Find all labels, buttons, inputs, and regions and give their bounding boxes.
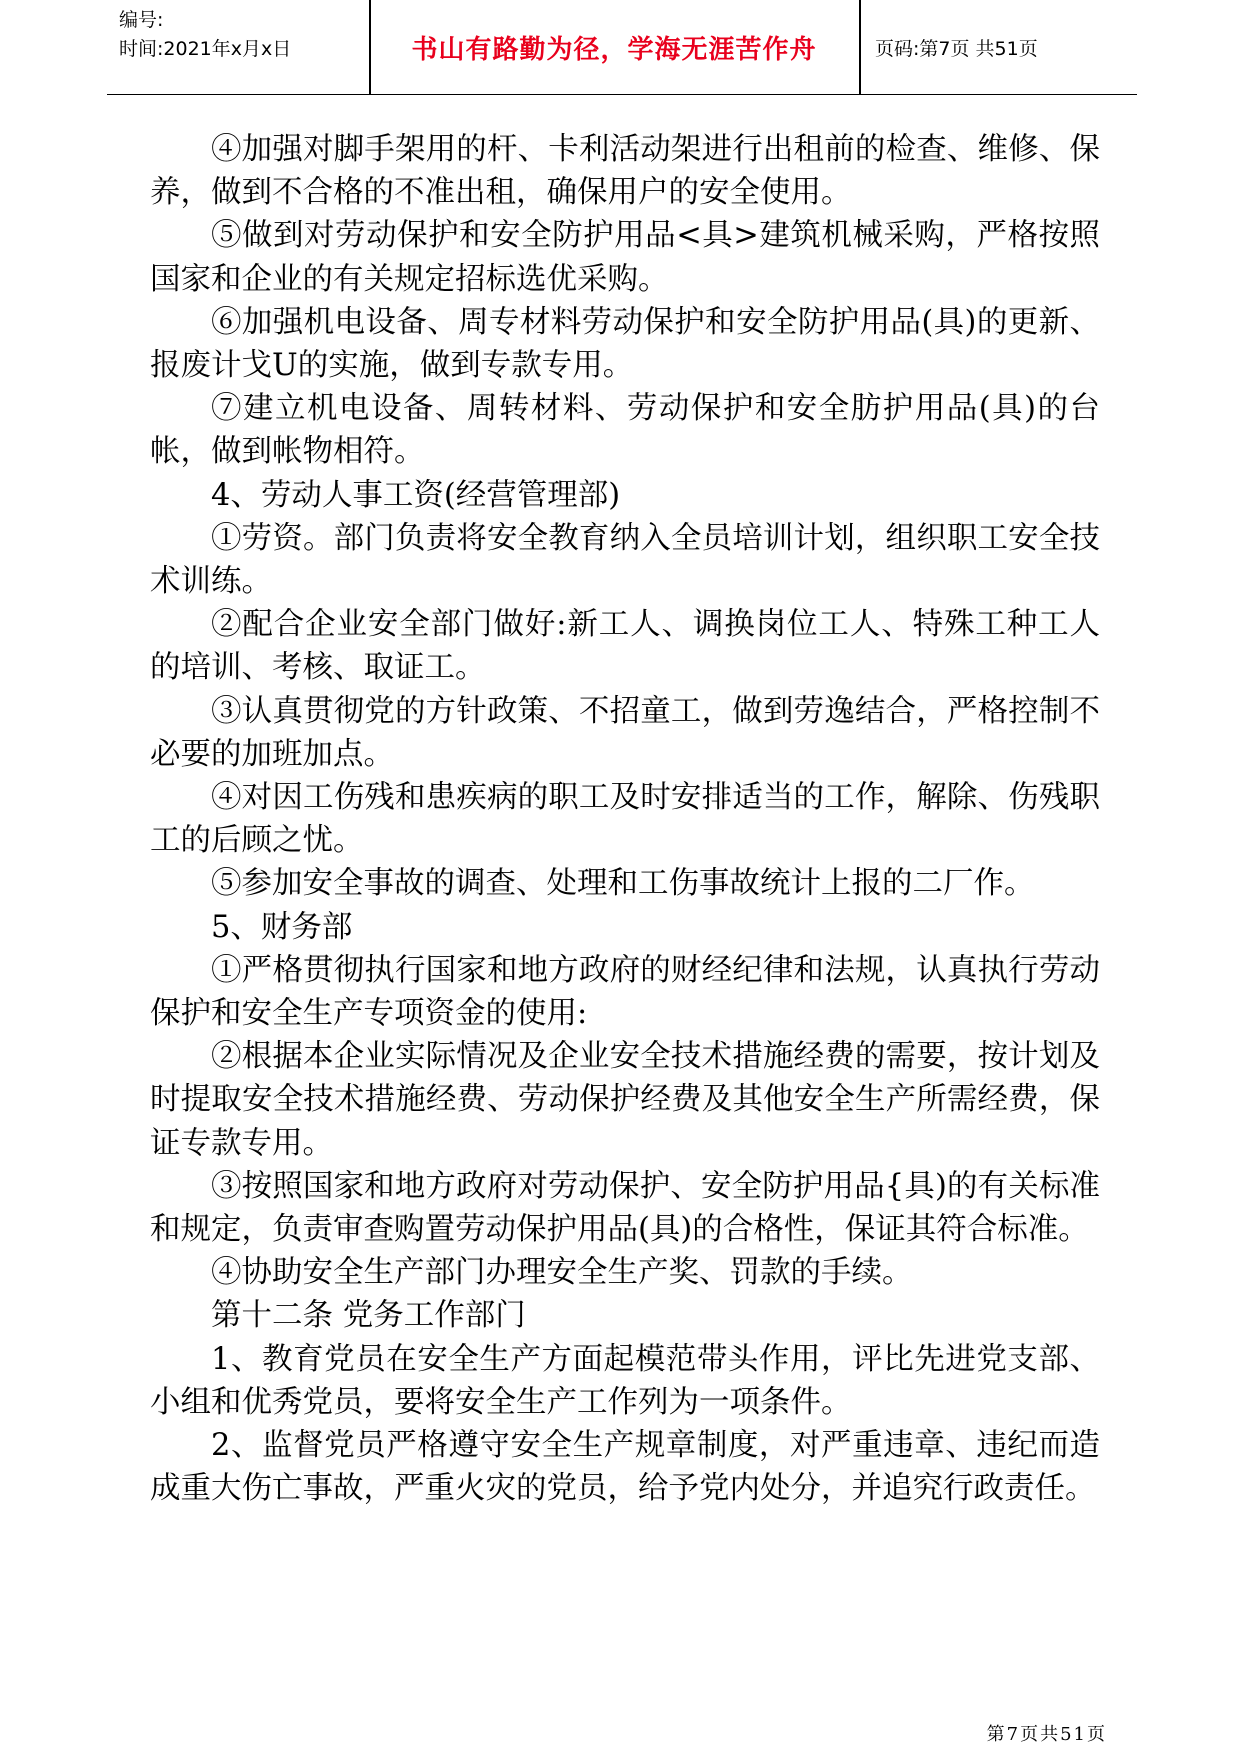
header-date-label: 时间:2021年x月x日 [119, 38, 292, 60]
paragraph: ④对因工伤残和患疾病的职工及时安排适当的工作，解除、伤残职工的后顾之忧。 [150, 780, 1100, 859]
paragraph: ⑤参加安全事故的调查、处理和工伤事故统计上报的二厂作。 [211, 866, 1035, 902]
header-meta [119, 6, 369, 64]
section-heading: 4、劳动人事工资(经营管理部) [211, 477, 621, 513]
header-number-label: 编号: [119, 9, 164, 31]
paragraph: 1、教育党员在安全生产方面起模范带头作用，评比先进党支部、小组和优秀党员，要将安全生产工作列为一项条件。 [150, 1341, 1100, 1420]
header-divider-right [859, 0, 861, 94]
paragraph: ⑤做到对劳动保护和安全防护用品<具>建筑机械采购，严格按照国家和企业的有关规定招标选优采购。 [150, 218, 1100, 297]
page-footer: 第7页共51页 [986, 1724, 1107, 1745]
paragraph: ①劳资。部门负责将安全教育纳入全员培训计划，组织职工安全技术训练。 [150, 520, 1100, 600]
header-page-info: 页码:第7页 共51页 [875, 37, 1038, 60]
paragraph: 2、监督党员严格遵守安全生产规章制度，对严重违章、违纪而造成重大伤亡事故，严重火灾的党员，给予党内处分，并追究行政责任。 [150, 1428, 1100, 1507]
paragraph: ④加强对脚手架用的杆、卡利活动架进行出租前的检查、维修、保养，做到不合格的不准出租，确保用户的安全使用。 [150, 132, 1100, 211]
article-heading: 第十二条 党务工作部门 [211, 1298, 526, 1334]
paragraph: ③按照国家和地方政府对劳动保护、安全防护用品{具)的有关标准和规定，负责审查购置劳动保护用品(具)的合格性，保证其符合标准。 [150, 1168, 1100, 1248]
document-body [150, 128, 1100, 1511]
paragraph: ①严格贯彻执行国家和地方政府的财经纪律和法规，认真执行劳动保护和安全生产专项资金的使用: [150, 952, 1100, 1032]
paragraph: ②根据本企业实际情况及企业安全技术措施经费的需要，按计划及时提取安全技术措施经费、劳动保护经费及其他安全生产所需经费，保证专款专用。 [150, 1039, 1100, 1161]
section-heading: 5、财务部 [211, 909, 353, 945]
paragraph: ⑥加强机电设备、周专材料劳动保护和安全防护用品(具)的更新、报废计戈U的实施，做到专款专用。 [150, 304, 1100, 384]
paragraph: ②配合企业安全部门做好:新工人、调换岗位工人、特殊工种工人的培训、考核、取证工。 [150, 607, 1100, 686]
paragraph: ④协助安全生产部门办理安全生产奖、罚款的手续。 [211, 1255, 913, 1291]
page-header [107, 0, 1137, 95]
paragraph: ⑦建立机电设备、周转材料、劳动保护和安全肪护用品(具)的台帐，做到帐物相符。 [150, 391, 1100, 470]
header-motto: 书山有路勤为径，学海无涯苦作舟 [411, 34, 817, 65]
paragraph: ③认真贯彻党的方针政策、不招童工，做到劳逸结合，严格控制不必要的加班加点。 [150, 693, 1100, 772]
